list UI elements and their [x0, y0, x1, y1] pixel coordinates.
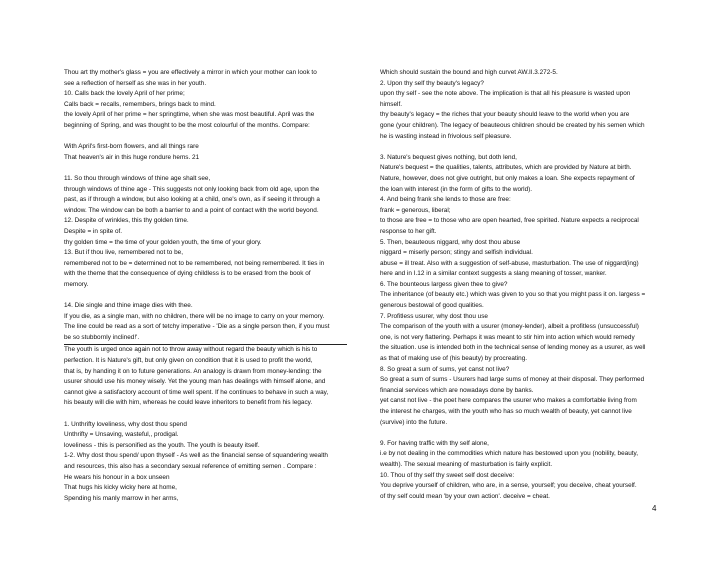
text-line: 3. Nature's bequest gives nothing, but doth lend,: [380, 153, 517, 161]
text-line: 4. And being frank she lends to those are free:: [380, 196, 511, 204]
text-line: 14. Die single and thine image dies with thee.: [64, 302, 193, 310]
text-line: gone (your children). The legacy of beauteous children should be created by his semen which: [380, 121, 645, 129]
text-line: and resources, this also has a secondary sexual reference of emitting semen . Compare :: [64, 462, 317, 470]
text-line: thy beauty's legacy = the riches that your beauty should leave to the world when you are: [380, 111, 630, 119]
text-line: 7. Profitless usurer, why dost thou use: [380, 312, 488, 320]
text-line: as that of making use of (his beauty) by procreating.: [380, 355, 528, 363]
text-line: abuse = ill treat. Also with a suggestion of self-abuse, masturbation. The use of niggard(ing): [380, 259, 639, 267]
text-line: 10. Thou of thy self thy sweet self dost deceive:: [380, 471, 515, 479]
text-line: financial services which are nowadays done by banks.: [380, 386, 534, 394]
text-line: The comparison of the youth with a usurer (money-lender), albeit a profitless (unsuccessful): [380, 323, 639, 331]
text-line: Calls back = recalls, remembers, brings back to mind.: [64, 100, 216, 108]
text-line: That hugs his kicky wicky here at home,: [64, 484, 177, 492]
text-line: upon thy self - see the note above. The implication is that all his pleasure is wasted upon: [380, 90, 631, 98]
text-line: wealth). The sexual meaning of masturbation is fairly explicit.: [380, 460, 553, 468]
text-line: With April's first-born flowers, and all things rare: [64, 143, 199, 151]
text-line: 1. Unthrifty loveliness, why dost thou spend: [64, 420, 187, 428]
text-line: So great a sum of sums - Usurers had large sums of money at their disposal. They performed: [380, 376, 645, 384]
text-line: yet canst not live - the poet here compares the usurer who makes a comfortable living from: [380, 397, 637, 405]
text-line: he is wasting instead in frivolous self pleasure.: [380, 132, 512, 140]
right-text-column: [380, 68, 663, 502]
text-line: generous bestowal of good qualities.: [380, 302, 484, 310]
text-line: usurer should use his money wisely. Yet the young man has dealings with himself alone, and: [64, 378, 326, 386]
text-line: Thou art thy mother's glass = you are effectively a mirror in which your mother can look to: [64, 69, 317, 76]
text-line: 11. So thou through windows of thine age shalt see,: [64, 174, 211, 182]
text-line: That heaven's air in this huge rondure hems. 21: [64, 153, 200, 161]
text-line: 2. Upon thy self thy beauty's legacy?: [380, 79, 484, 87]
text-line: past, as if through a window, but also looking at a child, one's own, as if seeing it through a: [64, 196, 320, 204]
text-line: The line could be read as a sort of tetchy imperative - 'Die as a single person then, if you must: [64, 323, 330, 331]
text-line: The youth is urged once again not to throw away without regard the beauty which is his to: [64, 346, 318, 354]
text-line: through windows of thine age - This suggests not only looking back from old age, upon the: [64, 185, 320, 193]
text-line: that is, by handing it on to future generations. An analogy is drawn from money-lending: the: [64, 367, 322, 375]
text-line: here and in I.12 in a similar context suggests a slang meaning of tosser, wanker.: [380, 270, 607, 278]
text-line: 12. Despite of wrinkles, this thy golden time.: [64, 217, 189, 225]
text-line: window. The window can be both a barrier to and a point of contact with the world beyond.: [64, 206, 319, 214]
text-line: If you die, as a single man, with no children, there will be no image to carry on your memory.: [64, 312, 325, 320]
page-number: 4: [652, 504, 657, 513]
paragraph-gap: [64, 409, 347, 420]
text-line: to those are free = to those who are open hearted, free spirited. Nature expects a reciprocal: [380, 217, 639, 225]
text-line: 9. For having traffic with thy self alone,: [380, 439, 489, 447]
text-line: be so stubbornly inclined!'.: [64, 333, 140, 341]
text-line: the lovely April of her prime = her springtime, when she was most beautiful. April was the: [64, 111, 315, 119]
text-line: You deprive yourself of children, who are, in a sense, yourself; you deceive, cheat yourself.: [380, 482, 637, 490]
text-line: perfection. It is Nature's gift, but only given on condition that it is used to profit the world,: [64, 357, 313, 365]
text-line: Which should sustain the bound and high curvet AW.II.3.272-5.: [380, 69, 558, 76]
paragraph-gap: [380, 142, 663, 153]
text-line: with the theme that the consequence of dying childless is to be erased from the book of: [64, 270, 311, 278]
text-line: the loan with interest (in the form of gifts to the world).: [380, 185, 533, 193]
text-line: cannot give a satisfactory account of time well spent. If he continues to behave in such a way,: [64, 388, 329, 396]
text-line: beginning of Spring, and was thought to be the most colourful of the months. Compare:: [64, 121, 310, 129]
text-line: response to her gift.: [380, 227, 437, 235]
paragraph-gap: [380, 428, 663, 439]
text-line: remembered not to be = determined not to be remembered, not being remembered. It ties in: [64, 259, 325, 267]
text-line: 8. So great a sum of sums, yet canst not live?: [380, 365, 510, 373]
text-line: 6. The bounteous largess given thee to give?: [380, 280, 508, 288]
text-line: Nature, however, does not give outright, but only makes a loan. She expects repayment of: [380, 174, 635, 182]
text-line: Unthrifty = Unsaving, wasteful,, prodigal.: [64, 431, 179, 439]
paragraph-gap: [64, 290, 347, 301]
text-line: the interest he charges, with the youth who has so much wealth of beauty, yet cannot live: [380, 408, 632, 415]
text-line: of thy self could mean 'by your own action'. deceive = cheat.: [380, 492, 550, 500]
text-line: thy golden time = the time of your golden youth, the time of your glory.: [64, 238, 262, 246]
text-line: The inheritance (of beauty etc.) which was given to you so that you might pass it on. largess =: [380, 291, 646, 299]
text-line: Despite = in spite of.: [64, 227, 123, 235]
text-line: one, is not very flattering. Perhaps it was meant to stir him into action which would remedy: [380, 333, 635, 341]
paragraph-gap: [64, 163, 347, 174]
text-line: see a reflection of herself as she was in her youth.: [64, 79, 207, 87]
text-line: memory.: [64, 280, 89, 288]
left-text-column: [64, 68, 347, 504]
text-line: He wears his honour in a box unseen: [64, 473, 170, 481]
text-line: (survive) into the future.: [380, 418, 448, 426]
text-line: frank = generous, liberal;: [380, 206, 451, 214]
text-line: his beauty will die with him, whereas he could leave inheritors to benefit from his legacy.: [64, 399, 313, 407]
text-line: Spending his manly marrow in her arms,: [64, 494, 179, 502]
text-line: niggard = miserly person; stingy and selfish individual.: [380, 249, 533, 257]
text-line: the situation. use is intended both in the technical sense of lending money as a usurer, as well: [380, 344, 646, 352]
text-line: himself.: [380, 100, 403, 108]
text-line: 10. Calls back the lovely April of her prime;: [64, 90, 185, 98]
text-line: 5. Then, beauteous niggard, why dost thou abuse: [380, 238, 521, 246]
text-line: Nature's bequest = the qualities, talents, attributes, which are provided by Nature at birth.: [380, 164, 632, 172]
text-line: i.e by not dealing in the commodities which nature has bestowed upon you (nobility, beauty,: [380, 450, 639, 458]
text-line: 1-2. Why dost thou spend/ upon thyself - As well as the financial sense of squandering wealth: [64, 452, 328, 460]
text-line: loveliness - this is personified as the youth. The youth is beauty itself.: [64, 441, 260, 449]
paragraph-gap: [64, 132, 347, 143]
text-line: 13. But if thou live, remembered not to be,: [64, 249, 184, 257]
